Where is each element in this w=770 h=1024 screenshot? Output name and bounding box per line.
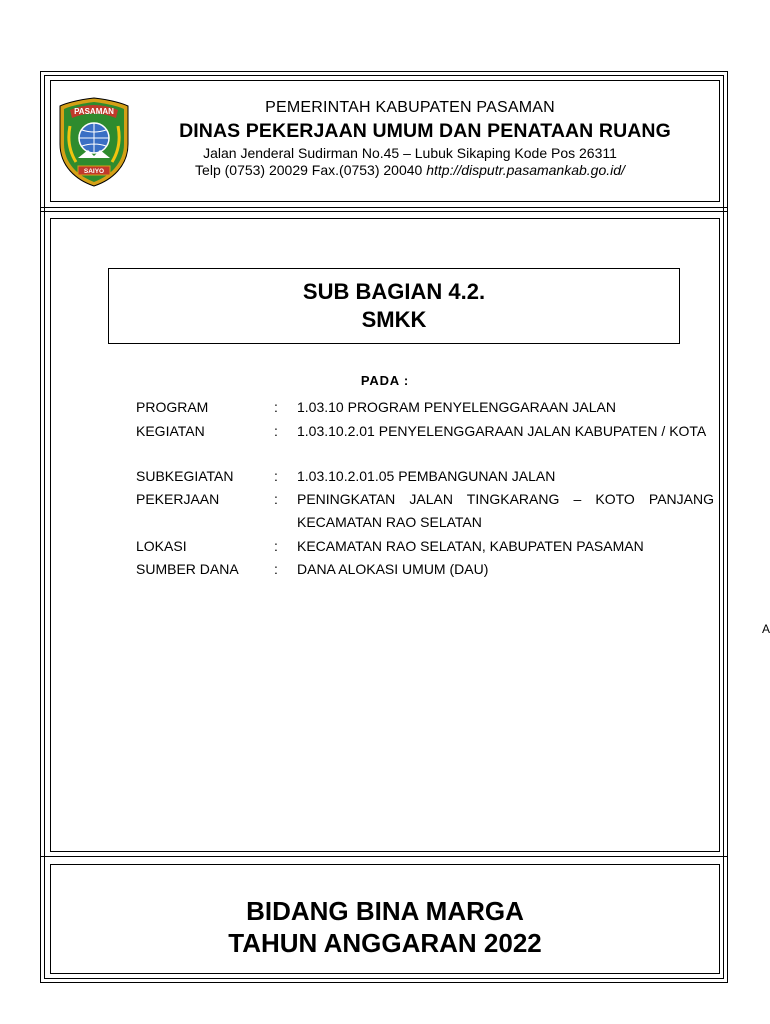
lokasi-label: LOKASI <box>136 538 187 554</box>
subkegiatan-label: SUBKEGIATAN <box>136 468 234 484</box>
section-name: SMKK <box>361 307 427 332</box>
sumber-dana-value: DANA ALOKASI UMUM (DAU) <box>297 561 489 577</box>
phone-fax: Telp (0753) 20029 Fax.(0753) 20040 <box>195 162 423 178</box>
logo-top-text: PASAMAN <box>74 107 114 116</box>
government-name: PEMERINTAH KABUPATEN PASAMAN <box>265 99 555 116</box>
office-address: Jalan Jenderal Sudirman No.45 – Lubuk Sikaping Kode Pos 26311 <box>203 145 617 161</box>
pasaman-regency-emblem-icon <box>56 96 132 188</box>
section-number: SUB BAGIAN 4.2. <box>302 279 486 304</box>
division-name: BIDANG BINA MARGA <box>246 896 524 926</box>
program-label: PROGRAM <box>136 399 209 415</box>
colon: : <box>274 399 278 415</box>
lokasi-value: KECAMATAN RAO SELATAN, KABUPATEN PASAMAN <box>297 538 644 554</box>
subkegiatan-value: 1.03.10.2.01.05 PEMBANGUNAN JALAN <box>297 468 556 484</box>
divider-line <box>40 211 728 212</box>
logo-bottom-text: SAIYO <box>83 168 105 175</box>
divider-line <box>40 856 728 857</box>
section-title-box <box>108 268 680 344</box>
stray-character: A <box>762 622 770 636</box>
pekerjaan-label: PEKERJAAN <box>136 491 220 507</box>
colon: : <box>274 561 278 577</box>
divider-line <box>40 207 728 208</box>
website-link[interactable]: http://disputr.pasamankab.go.id/ <box>426 162 625 178</box>
pada-heading: PADA : <box>360 373 410 388</box>
contact-line <box>130 162 690 178</box>
program-value: 1.03.10 PROGRAM PENYELENGGARAAN JALAN <box>297 399 616 415</box>
colon: : <box>274 538 278 554</box>
department-name: DINAS PEKERJAAN UMUM DAN PENATAAN RUANG <box>179 120 671 142</box>
pekerjaan-value: PENINGKATAN JALAN TINGKARANG – KOTO PANJANG KECAMATAN RAO SELATAN <box>297 491 714 530</box>
colon: : <box>274 423 278 439</box>
colon: : <box>274 491 278 507</box>
colon: : <box>274 468 278 484</box>
sumber-dana-label: SUMBER DANA <box>136 561 239 577</box>
kegiatan-label: KEGIATAN <box>136 423 205 439</box>
budget-year: TAHUN ANGGARAN 2022 <box>228 928 542 958</box>
kegiatan-value: 1.03.10.2.01 PENYELENGGARAAN JALAN KABUPATEN / KOTA <box>297 423 707 439</box>
